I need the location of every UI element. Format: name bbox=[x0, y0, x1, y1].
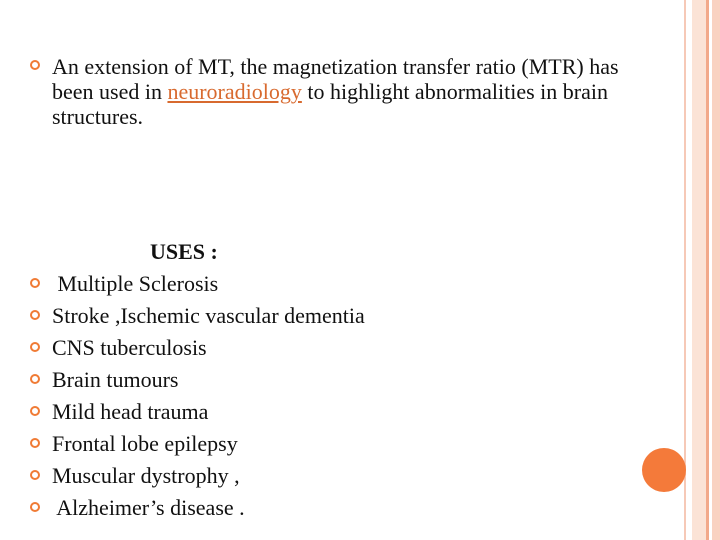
bullet-icon bbox=[30, 374, 40, 384]
list-item-text: Stroke ,Ischemic vascular dementia bbox=[52, 303, 365, 328]
border-stripe bbox=[692, 0, 706, 540]
intro-paragraph bbox=[30, 54, 630, 129]
list-item bbox=[30, 367, 630, 399]
bullet-icon bbox=[30, 470, 40, 480]
border-stripe bbox=[706, 0, 709, 540]
uses-list bbox=[30, 271, 630, 527]
list-item-text: Frontal lobe epilepsy bbox=[52, 431, 238, 456]
border-stripe bbox=[684, 0, 686, 540]
intro-text bbox=[52, 54, 630, 129]
bullet-icon bbox=[30, 310, 40, 320]
uses-heading: USES : bbox=[150, 239, 218, 264]
list-item-text: Multiple Sclerosis bbox=[52, 271, 219, 296]
bullet-icon bbox=[30, 438, 40, 448]
decorative-circle bbox=[642, 448, 686, 492]
intro-text-after: to highlight abnormalities in brain structures. bbox=[52, 79, 608, 129]
list-item bbox=[30, 335, 630, 367]
list-item bbox=[30, 399, 630, 431]
list-item-text: CNS tuberculosis bbox=[52, 335, 207, 360]
list-item bbox=[30, 303, 630, 335]
bullet-icon bbox=[30, 342, 40, 352]
slide-content bbox=[30, 54, 630, 527]
list-item bbox=[30, 271, 630, 303]
list-item bbox=[30, 495, 630, 527]
border-stripe bbox=[712, 0, 720, 540]
list-item-text: Muscular dystrophy , bbox=[52, 463, 240, 488]
bullet-icon bbox=[30, 502, 40, 512]
list-item bbox=[30, 463, 630, 495]
bullet-icon bbox=[30, 278, 40, 288]
list-item bbox=[30, 431, 630, 463]
intro-text-before: An extension of MT, the magnetization transfer ratio (MTR) has been used in bbox=[52, 54, 619, 104]
list-item-text: Mild head trauma bbox=[52, 399, 209, 424]
list-item-text: Brain tumours bbox=[52, 367, 179, 392]
bullet-icon bbox=[30, 406, 40, 416]
bullet-icon bbox=[30, 60, 40, 70]
neuroradiology-link[interactable]: neuroradiology bbox=[167, 79, 302, 104]
list-item-text: Alzheimer’s disease . bbox=[52, 495, 245, 520]
